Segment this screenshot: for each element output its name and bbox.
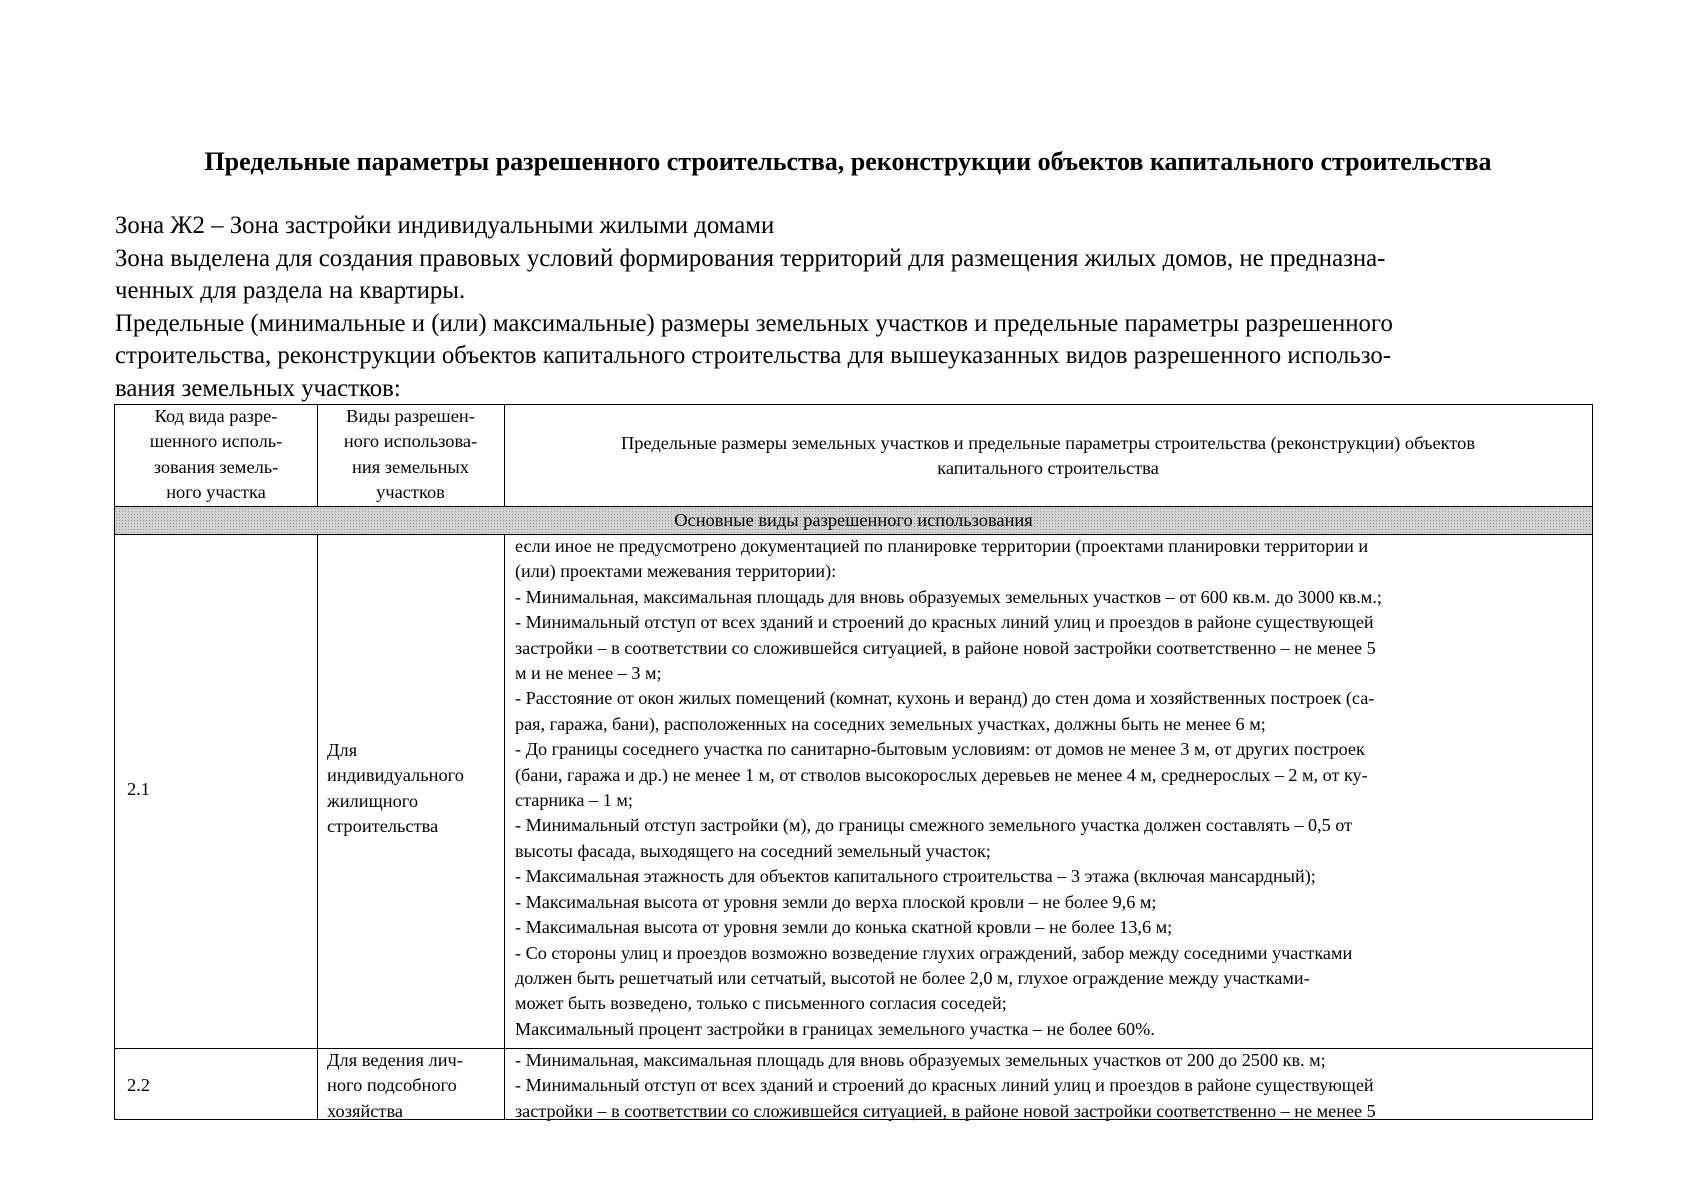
params-line: - Расстояние от окон жилых помещений (комнат, кухонь и веранд) до стен дома и хозяйственных построек (са- xyxy=(515,688,1375,709)
row-type-line: строительства xyxy=(327,816,439,837)
row-type-line: ного подсобного xyxy=(327,1075,457,1096)
intro-line: Зона выделена для создания правовых условий формирования территорий для размещения жилых домов, не предназна- xyxy=(115,244,1386,272)
header-code xyxy=(115,404,317,506)
intro-line: ченных для раздела на квартиры. xyxy=(115,277,466,304)
params-line: - Минимальный отступ застройки (м), до границы смежного земельного участка должен составлять – 0,5 от xyxy=(515,815,1353,836)
section-label: Основные виды разрешенного использования xyxy=(674,510,1033,530)
row-code: 2.1 xyxy=(127,779,150,799)
params-line: - Минимальный отступ от всех зданий и строений до красных линий улиц и проездов в районе существующей xyxy=(515,1075,1374,1096)
params-line: - Максимальная этажность для объектов капитального строительства – 3 этажа (включая мансардный); xyxy=(515,866,1316,887)
intro-line: Зона Ж2 – Зона застройки индивидуальными жилыми домами xyxy=(115,212,775,239)
header-type-line: ного использова- xyxy=(343,431,478,452)
header-code-line: шенного исполь- xyxy=(149,431,283,452)
header-params-line: Предельные размеры земельных участков и предельные параметры строительства (реконструкции) объектов xyxy=(620,433,1476,453)
params-line: м и не менее – 3 м; xyxy=(515,663,662,684)
params-line: - До границы соседнего участка по санитарно-бытовым условиям: от домов не менее 3 м, от других построек xyxy=(515,739,1365,760)
row-type-line: индивидуального xyxy=(327,765,464,786)
params-line: - Минимальный отступ от всех зданий и строений до красных линий улиц и проездов в районе существующей xyxy=(515,612,1374,633)
row-type xyxy=(327,1048,463,1124)
params-line: - Со стороны улиц и проездов возможно возведение глухих ограждений, забор между соседними участками xyxy=(515,942,1353,963)
params-line: - Максимальная высота от уровня земли до верха плоской кровли – не более 9,6 м; xyxy=(515,891,1157,912)
row-type xyxy=(327,738,464,840)
params-line: может быть возведено, только с письменного согласия соседей; xyxy=(515,993,1007,1014)
params-line: высоты фасада, выходящего на соседний земельный участок; xyxy=(515,840,991,861)
header-params xyxy=(504,431,1592,482)
section-row xyxy=(115,507,1592,534)
row-type-line: Для xyxy=(327,740,358,760)
row-type-line: Для ведения лич- xyxy=(327,1050,463,1070)
page-title: Предельные параметры разрешенного строительства, реконструкции объектов капитального строительства xyxy=(204,147,1492,176)
params-line: старника – 1 м; xyxy=(515,790,633,811)
params-line: если иное не предусмотрено документацией по планировке территории (проектами планировки территории и xyxy=(515,536,1369,556)
parameters-table xyxy=(114,404,1593,1120)
header-type-line: ния земельных xyxy=(352,456,469,477)
params-line: - Минимальная, максимальная площадь для вновь образуемых земельных участков – от 600 кв.м. до 3000 кв.м.; xyxy=(515,586,1382,607)
row-code: 2.2 xyxy=(127,1075,150,1095)
params-line: Максимальный процент застройки в границах земельного участка – не более 60%. xyxy=(515,1018,1155,1039)
intro-line: вания земельных участков: xyxy=(115,374,401,402)
row-type-line: хозяйства xyxy=(327,1100,404,1121)
params-line: застройки – в соответствии со сложившейся ситуацией, в районе новой застройки соответственно – не менее 5 xyxy=(515,637,1376,658)
row-params xyxy=(515,1048,1376,1124)
params-line: застройки – в соответствии со сложившейся ситуацией, в районе новой застройки соответственно – не менее 5 xyxy=(515,1100,1376,1121)
header-code-line: Код вида разре- xyxy=(154,406,278,426)
header-code-line: ного участка xyxy=(166,482,266,503)
zone-description xyxy=(115,210,1605,405)
header-type-line: участков xyxy=(376,482,445,503)
intro-line: Предельные (минимальные и (или) максимальные) размеры земельных участков и предельные параметры разрешенного xyxy=(115,309,1393,337)
params-line: (бани, гаража и др.) не менее 1 м, от стволов высокорослых деревьев не менее 4 м, среднерослых – 2 м, от ку- xyxy=(515,764,1368,785)
header-type xyxy=(317,404,504,506)
row-params xyxy=(515,534,1382,1042)
params-line: - Минимальная, максимальная площадь для вновь образуемых земельных участков от 200 до 2500 кв. м; xyxy=(515,1050,1326,1070)
row-type-line: жилищного xyxy=(327,790,419,811)
params-line: рая, гаража, бани), расположенных на соседних земельных участках, должны быть не менее 6 м; xyxy=(515,713,1266,734)
header-code-line: зования земель- xyxy=(153,456,279,477)
params-line: - Максимальная высота от уровня земли до конька скатной кровли – не более 13,6 м; xyxy=(515,917,1173,938)
params-line: (или) проектами межевания территории): xyxy=(515,561,837,582)
header-type-line: Виды разрешен- xyxy=(346,406,475,426)
intro-line: строительства, реконструкции объектов капитального строительства для вышеуказанных видов разрешенного использо- xyxy=(115,342,1392,369)
header-params-line: капитального строительства xyxy=(937,458,1159,479)
params-line: должен быть решетчатый или сетчатый, высотой не более 2,0 м, глухое ограждение между участками- xyxy=(515,967,1310,988)
